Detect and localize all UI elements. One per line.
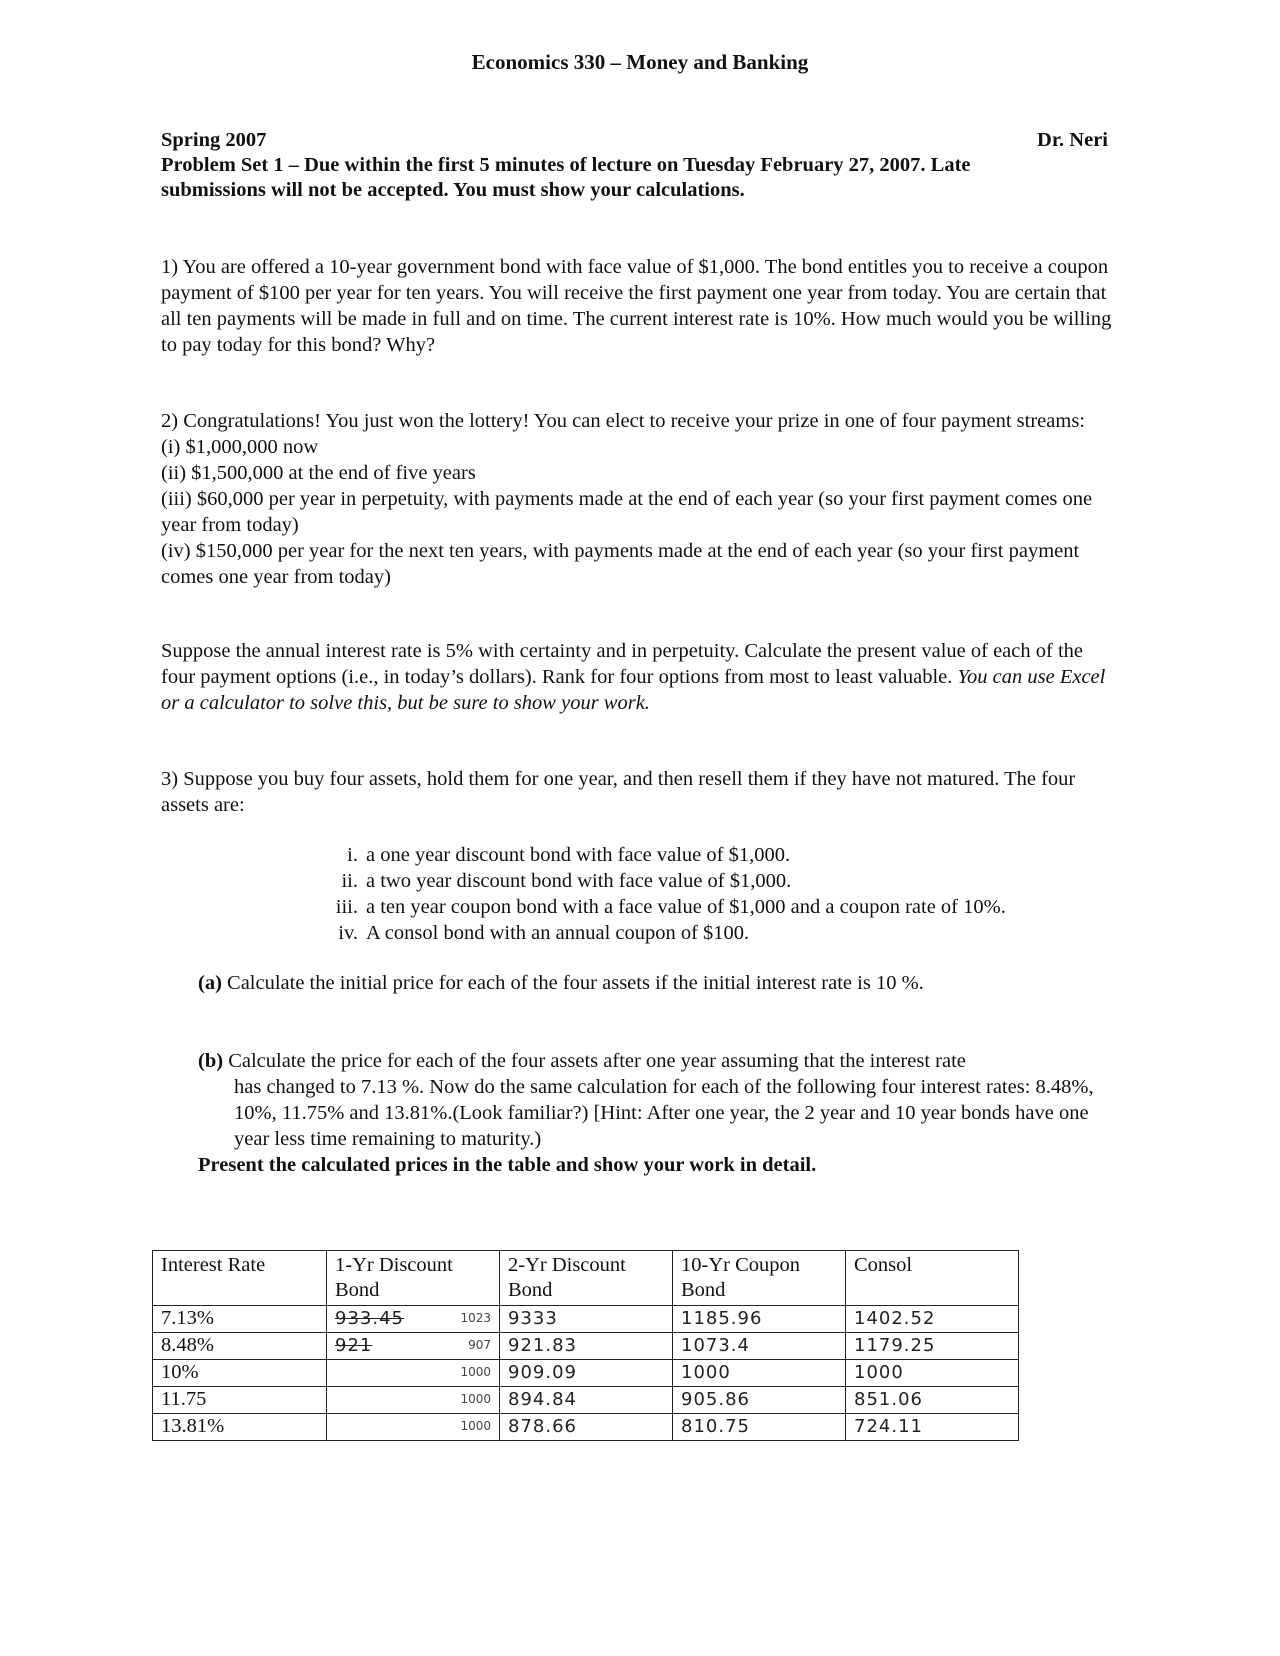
- asset-item: iii. a ten year coupon bond with a face value of $1,000 and a coupon rate of 10%.: [335, 896, 1006, 918]
- cell-rate: 13.81%: [153, 1414, 327, 1441]
- asset-item: ii. a two year discount bond with face value of $1,000.: [341, 870, 792, 892]
- col-header-consol: Consol: [846, 1251, 1019, 1306]
- cell-consol: 1179.25: [846, 1333, 1019, 1360]
- cell-2yr: 9333: [500, 1306, 673, 1333]
- cell-10yr: 1073.4: [673, 1333, 846, 1360]
- asset-item: i. a one year discount bond with face value of $1,000.: [347, 844, 791, 866]
- cell-rate: 7.13%: [153, 1306, 327, 1333]
- question-3-intro-text: 3) Suppose you buy four assets, hold them for one year, and then resell them if they have not matured. The four assets are:: [161, 768, 1076, 816]
- term: Spring 2007: [161, 129, 267, 151]
- col-header-interest-rate: Interest Rate: [153, 1251, 327, 1306]
- part-b-rest: has changed to 7.13 %. Now do the same calculation for each of the following four interest rates: 8.48%, 10%, 11.75% and 13.81%.(Look familiar?) [Hint: After one year, the 2 year and 10 year bonds have one year less time remaining to maturity.): [234, 1076, 1094, 1150]
- cell-10yr: 1185.96: [673, 1306, 846, 1333]
- question-2-option-3: (iii) $60,000 per year in perpetuity, with payments made at the end of each year (so your first payment comes one year from today): [161, 488, 1093, 536]
- question-2-option-1: (i) $1,000,000 now: [161, 436, 319, 458]
- cell-2yr: 894.84: [500, 1387, 673, 1414]
- question-2-option-2: (ii) $1,500,000 at the end of five years: [161, 462, 476, 484]
- document-title: Economics 330 – Money and Banking: [471, 50, 809, 74]
- part-b-line1: Calculate the price for each of the four assets after one year assuming that the interest rate: [228, 1050, 966, 1072]
- table-row: [153, 1414, 1019, 1441]
- question-2: [161, 408, 1121, 590]
- header-late-line: submissions will not be accepted. You must show your calculations.: [161, 179, 745, 201]
- question-2-followup: [161, 638, 1121, 716]
- col-header-1yr-discount: 1-Yr Discount Bond: [327, 1251, 500, 1306]
- question-2-option-4: (iv) $150,000 per year for the next ten years, with payments made at the end of each year (so your first payment comes one year from today): [161, 540, 1080, 588]
- cell-1yr: 933.45 1023: [327, 1306, 500, 1333]
- part-b: [198, 1048, 1118, 1178]
- instructor: Dr. Neri: [1037, 129, 1108, 151]
- question-2-followup-italic: You can use Excel or a calculator to solve this, but be sure to show your work.: [161, 666, 1106, 714]
- part-a: [198, 970, 1118, 996]
- cell-consol: 724.11: [846, 1414, 1019, 1441]
- cell-rate: 10%: [153, 1360, 327, 1387]
- header-due-line: Problem Set 1 – Due within the first 5 minutes of lecture on Tuesday February 27, 2007. Late: [161, 154, 971, 176]
- col-header-2yr-discount: 2-Yr Discount Bond: [500, 1251, 673, 1306]
- cell-10yr: 905.86: [673, 1387, 846, 1414]
- part-a-text: Calculate the initial price for each of the four assets if the initial interest rate is 10 %.: [227, 972, 924, 994]
- table-row: [153, 1360, 1019, 1387]
- table-row: [153, 1333, 1019, 1360]
- present-instruction: Present the calculated prices in the table and show your work in detail.: [198, 1154, 817, 1176]
- cell-rate: 8.48%: [153, 1333, 327, 1360]
- cell-2yr: 921.83: [500, 1333, 673, 1360]
- question-3-intro: [161, 766, 1121, 818]
- question-1: [161, 254, 1121, 358]
- part-b-label: (b): [198, 1050, 224, 1072]
- question-2-intro: 2) Congratulations! You just won the lottery! You can elect to receive your prize in one of four payment streams:: [161, 410, 1086, 432]
- question-1-text: 1) You are offered a 10-year government bond with face value of $1,000. The bond entitles you to receive a coupon payment of $100 per year for ten years. You will receive the first payment one year from today. You are certain that all ten payments will be made in full and on time. The current interest rate is 10%. How much would you be willing to pay today for this bond? Why?: [161, 256, 1112, 356]
- cell-10yr: 1000: [673, 1360, 846, 1387]
- cell-consol: 1402.52: [846, 1306, 1019, 1333]
- cell-consol: 851.06: [846, 1387, 1019, 1414]
- part-a-label: (a): [198, 972, 222, 994]
- table-row: [153, 1306, 1019, 1333]
- asset-item: iv. A consol bond with an annual coupon of $100.: [338, 922, 750, 944]
- table-header-row: [153, 1251, 1019, 1306]
- cell-1yr: 921 907: [327, 1333, 500, 1360]
- col-header-10yr-coupon: 10-Yr Coupon Bond: [673, 1251, 846, 1306]
- cell-1yr: 1000: [327, 1387, 500, 1414]
- table-row: [153, 1387, 1019, 1414]
- price-table: [152, 1250, 1019, 1441]
- asset-list: [318, 842, 1118, 946]
- cell-2yr: 878.66: [500, 1414, 673, 1441]
- header-term-row: [161, 128, 1108, 153]
- cell-rate: 11.75: [153, 1387, 327, 1414]
- cell-2yr: 909.09: [500, 1360, 673, 1387]
- cell-10yr: 810.75: [673, 1414, 846, 1441]
- cell-1yr: 1000: [327, 1414, 500, 1441]
- cell-1yr: 1000: [327, 1360, 500, 1387]
- cell-consol: 1000: [846, 1360, 1019, 1387]
- question-2-followup-text: Suppose the annual interest rate is 5% with certainty and in perpetuity. Calculate the present value of each of the four payment options (i.e., in today’s dollars). Rank for four options from most to least valuable.: [161, 640, 1083, 688]
